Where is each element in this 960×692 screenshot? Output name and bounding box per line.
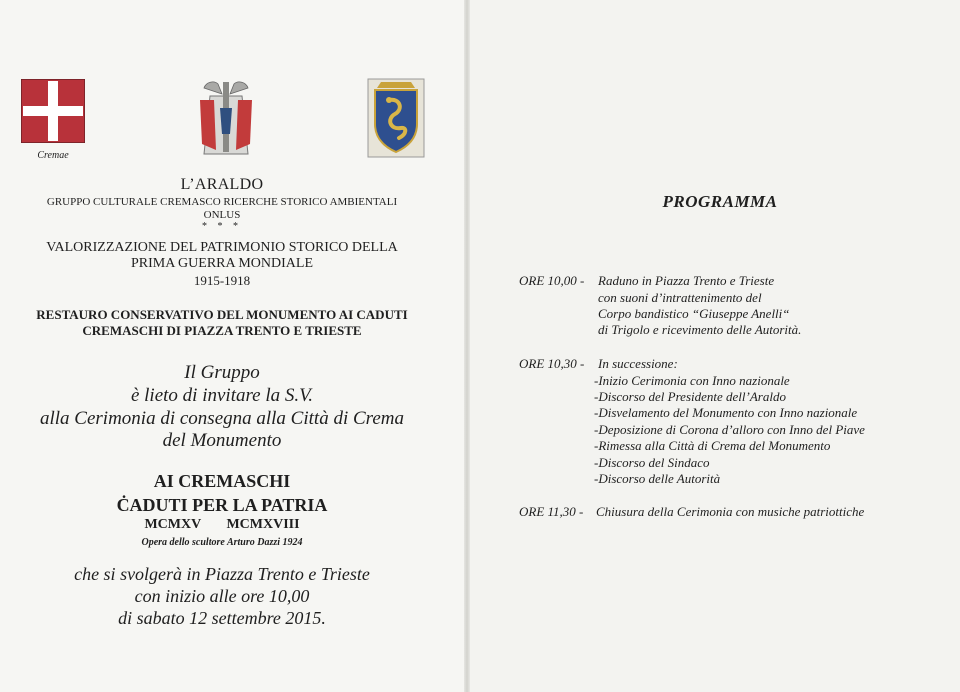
project-title-2: PRIMA GUERRA MONDIALE <box>130 256 313 271</box>
schedule-line: -Rimessa alla Città di Crema del Monumento <box>594 438 831 453</box>
araldo-trophy-emblem <box>192 78 260 158</box>
schedule-line: In successione: <box>598 356 678 371</box>
schedule-line: -Disvelamento del Monumento con Inno nazionale <box>594 405 858 420</box>
org-onlus: ONLUS <box>203 209 241 221</box>
crema-shield-emblem <box>367 78 425 158</box>
schedule-line: -Discorso del Sindaco <box>594 455 710 470</box>
schedule-line: -Inizio Cerimonia con Inno nazionale <box>594 373 790 388</box>
schedule-line: Raduno in Piazza Trento e Trieste <box>598 273 775 288</box>
event-place: che si svolgerà in Piazza Trento e Trieste <box>74 564 370 584</box>
invite-line-1: Il Gruppo <box>184 362 260 383</box>
right-page <box>470 0 960 692</box>
schedule-line: -Deposizione di Corona d’alloro con Inno del Piave <box>594 422 865 437</box>
event-date: di sabato 12 settembre 2015. <box>118 608 326 628</box>
org-name: L’ARALDO <box>180 176 264 193</box>
invite-line-3: alla Cerimonia di consegna alla Città di Crema <box>40 408 404 429</box>
invite-line-4: del Monumento <box>162 430 282 451</box>
monument-dedication-1: AI CREMASCHI <box>153 471 291 491</box>
emblem-caption: Cremae <box>37 150 69 161</box>
sculptor-credit: Opera dello scultore Arturo Dazzi 1924 <box>141 537 303 548</box>
project-title-1: VALORIZZAZIONE DEL PATRIMONIO STORICO DELLA <box>46 240 398 255</box>
restauro-line-1: RESTAURO CONSERVATIVO DEL MONUMENTO AI CADUTI <box>36 307 408 322</box>
event-time: con inizio alle ore 10,00 <box>134 586 310 606</box>
separator-stars: * * * <box>202 221 242 232</box>
invite-line-2: è lieto di invitare la S.V. <box>130 385 314 406</box>
schedule-line: -Discorso del Presidente dell’Araldo <box>594 389 786 404</box>
schedule-time: ORE 11,30 - <box>519 504 584 519</box>
schedule-line: con suoni d’intrattenimento del <box>598 290 762 305</box>
schedule-line: Corpo bandistico “Giuseppe Anelli“ <box>598 306 790 321</box>
schedule-time: ORE 10,30 - <box>519 356 585 371</box>
schedule-time: ORE 10,00 - <box>519 273 585 288</box>
schedule-line: di Trigolo e ricevimento delle Autorità. <box>598 322 802 337</box>
project-years: 1915-1918 <box>193 273 251 288</box>
restauro-line-2: CREMASCHI DI PIAZZA TRENTO E TRIESTE <box>82 323 362 338</box>
roman-years: MCMXV MCMXVIII <box>144 517 300 532</box>
page-fold <box>464 0 470 692</box>
monument-dedication-2: ĊADUTI PER LA PATRIA <box>116 495 328 515</box>
crema-cross-emblem <box>21 79 85 143</box>
programma-title: PROGRAMMA <box>662 192 778 211</box>
org-fullname: GRUPPO CULTURALE CREMASCO RICERCHE STORICO AMBIENTALI <box>46 196 398 208</box>
schedule-line: -Discorso delle Autorità <box>594 471 721 486</box>
schedule-line: Chiusura della Cerimonia con musiche patriottiche <box>596 504 865 519</box>
